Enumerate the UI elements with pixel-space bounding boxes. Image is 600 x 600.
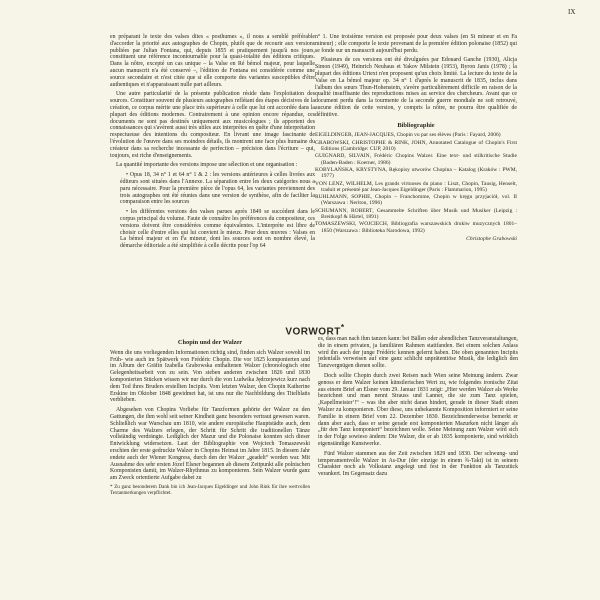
paragraph: Une autre particularité de la présente publication réside dans l'exploitation des sources. Constituer souvent de plusieurs autographes reflétant des étapes décisives de la création, ce corpus mérite une place très supérieure à celle que lui ont accordée dans la plupart des éditions modernes. Contrairement à une opinion encore répandue, ces documents ne sont pas destinés uniquement aux musicologues ; ils apportent des connaissances qui s'avèrent aussi très utiles aux interprètes en quête d'une interprétation respectueuse des intentions du compositeur. En livrant une image fascinante de l'évolution de l'œuvre dans ses moindres détails, ils montrent une face plus humaine du créateur dans sa recherche incessante de perfection – précision dans l'écriture – qui, toujours, est riche d'enseignements. xyxy=(110,91,315,159)
bib-text: , Gesammelte Schriften über Musik und Musiker (Leipzig : Breitkopf & Härtel, 1891) xyxy=(321,207,517,220)
paragraph: Fünf Walzer stammen aus der Zeit zwischen 1829 und 1830. Der schwung- und temperamentvolle Walzer in As-Dur (der einzige in einem ¾-Takt) ist in seinem Charakter noch als Volkstanz angelegt und fest in der Funktion als Tanzstück verankert. Im Gegensatz dazu xyxy=(318,450,518,478)
list-item: • Opus 18, 34 n° 1 et 64 n° 1 & 2 : les versions antérieures à celles livrées aux éditeurs sont situées dans l'Annexe. La séparation entre les deux catégories nous a paru nécessaire. Pour la première pièce de l'opus 64, les variantes proviennent des trois autographes ont été réunies dans une version de synthèse, afin de faciliter la comparaison entre les sources xyxy=(120,172,315,206)
bib-author: EIGELDINGER, JEAN-JACQUES xyxy=(315,132,394,139)
footnote-mark: * xyxy=(340,322,345,332)
page-number: IX xyxy=(568,8,576,16)
footnote: * Zu ganz besonderem Dank bin ich Jean-Jacques Eigeldinger und John Rink für ihre wertvollen Textanmerkungen verpflichtet. xyxy=(110,484,310,496)
bibliography-entry xyxy=(315,132,517,138)
bib-text: , Bibliografia warszawskich drukiw muzycznych 1801–1850 (Warszawa : Biblioteka Narodowa, 1992) xyxy=(321,221,517,234)
paragraph: Wenn die uns vorliegenden Informationen richtig sind, finden sich Walzer sowohl im Früh- wie auch im Spätwerk von Frédéric Chopin. Die vor 1825 komponierten und im Album der Gräfin Izabella Grabowska enthaltenen Walzer (chronologisch eine Gelegenheitsarbeit von zu sein. Von sieben anderen zwischen 1826 und 1830 komponierten Stücken wissen wir nur durch die von Ludwika Jędrzejewicz kurz nach dem Tod ihres Bruders erstellten Incipits. Vom letzten Walzer, den Chopin Katherine Erskine im Oktober 1848 gewidmet hat, ist uns nur die Nachbildung des Titelblatts verblieben. xyxy=(110,349,310,404)
bib-author: KOBYLAŃSKA, KRYSTYNA xyxy=(315,166,386,173)
french-text-column-right xyxy=(315,34,517,243)
german-text-column-left xyxy=(110,336,310,497)
bib-text: , Frédéric Chopins Walzer. Eine text- und stilkritische Studie (Baden-Baden : Koerner, 1986) xyxy=(321,153,517,166)
bibliography-entry xyxy=(315,208,517,220)
bib-author: TOMASZEWSKI, WOJCIECH xyxy=(315,221,387,228)
bibliography-entry xyxy=(315,221,517,233)
bib-text: , Rękopisy utworów Chopina – Katalog (Kraków : PWM, 1977) xyxy=(321,166,517,180)
bib-author: RUHLMANN, SOPHIE xyxy=(315,194,371,201)
german-text-column-right xyxy=(318,336,518,481)
author-signature: Christophe Grabowski xyxy=(466,235,517,242)
paragraph: La quantité importante des versions impose une sélection et une organisation : xyxy=(116,162,298,169)
bibliography-entry xyxy=(315,194,517,206)
bib-author: VON LENZ, WILHELM xyxy=(315,180,372,187)
paragraph: es, dass man nach ihm tanzen kann: bei Bällen oder abendlichen Tanzveranstaltungen, die in einem privaten, ja familiären Rahmen stattfanden. Bei einem solchen Anlass wird ihn auch der junge Frédéric kennen gelernt haben. Die oben genannten Incipits jedenfalls verweisen auf eine ganz schlicht unprätentiöse Musik, die lediglich den Tanzvergnügen dienen sollte. xyxy=(318,336,518,370)
list-item: • les différentes versions des valses parues après 1849 se succèdent dans le corpus principal du volume. Faute de connaître les préférences du compositeur, ces versions doivent être considérées comme équivalentes. L'interprète est libre de choisir celle d'entre elles qui lui convient le mieux. Pour deux œuvres : Valses en La bémol majeur et en Fa mineur, dont les sources sont en nombre élevé, la démarche éditoriale a été simplifiée à celle décrite pour l'op 64 xyxy=(120,209,315,250)
paragraph: n° 1. Une troisième version est proposée pour deux valses (en Si mineur et en Fa mineur) ; elle comporte le texte provenant de la première édition polonaise (1852) qui se fonde sur un manuscrit aujourd'hui perdu. xyxy=(315,34,517,54)
section-heading: Chopin und der Walzer xyxy=(177,339,243,346)
bib-text: , Les grands virtuoses du piano : Liszt, Chopin, Tausig, Henselt, traduit et présenté par Jean-Jacques Eigeldinger (Paris : Flammarion, 1995) xyxy=(321,180,517,193)
bib-text: , Chopin vu par ses élèves (Paris : Fayard, 2006) xyxy=(393,132,501,139)
bibliography-heading: Bibliographie xyxy=(397,121,435,129)
bib-author: GRABOWSKI, CHRISTOPHE & RINK, JOHN xyxy=(315,139,426,146)
bibliography-entry xyxy=(315,181,517,193)
vorwort-title-text: VORWORT xyxy=(285,326,341,338)
paragraph: Plusieurs de ces versions ont été divulguées par Edouard Ganche (1930), Alicja Simon (1949), Heinrich Neuhaus et Yakov Milstein (1953), Byron Janis (1978) ; la plupart des éditions Urtext n'en proposent qu'un choix limité. La lecture du texte de la Valse en La bémol majeur op. 34 n° 1 d'après le manuscrit de 1835, inclus dans l'album des sœurs Thun-Hohenstein, s'avère particulièrement difficile en raison de la qualité insuffisante des reproductions mises au service des chercheurs. Avant que ce document perdu dans la tourmente de la seconde guerre mondiale ne soit retrouvé, aucune édition de cette version, y compris la nôtre, ne pourra être qualifiée de définitive. xyxy=(315,57,517,118)
paragraph: en préparant le texte des valses dites « posthumes », il nous a semblé préférable d'accorder la priorité aux autographes de Chopin, plutôt que de recourir aux versions publiées par Julian Fontana, qui, depuis 1855 et pratiquement jusqu'à nos jours, constituent une référence incontournable pour la quasi-totalité des éditions critiques. Dans la nôtre, excepté un cas unique – la Valse en Ré bémol majeur, pour laquelle aucun manuscrit n'a été conservé –, l'édition de Fontana est considérée comme une source secondaire et n'est citée que si elle comporte des variantes susceptibles d'être authentiques et n'apparaissant nulle part ailleurs. xyxy=(110,34,315,88)
bib-text: , Chopin – Franchomme, Chopin w kręgu przyjaciół, vol. II (Warszawa : Neriton, 1996) xyxy=(321,194,517,207)
bib-author: GUIGNARD, SILVAIN xyxy=(315,153,370,160)
paragraph: Doch sollte Chopin durch zwei Reisen nach Wien seine Meinung ändern. Zwar genoss er dem Walzer keinen künstlerischen Wert zu, wie folgendes ironische Zitat aus einem Brief an Elsner vom 29. Januar 1831 zeigt: „Hier werden Walzer als Werke bezeichnet und man nennt Strauss und Lanner, die sie zum Tanz spielen, ‚Kapellmeister‘!“ – was ihn aber nicht daran hindert, gerade in dieser Stadt einen Walzer zu komponieren. Über diese, uns unbekannte Komposition informiert er seine Familie in einem Brief vom 22. Dezember 1830. Bezeichnenderweise bemerkt er dann aber auch, dass er seine gerade erst komponierten Mazurken nicht länger als „für den Tanz komponiert“ bezeichnen wolle. Seine Meinung zum Walzer wird sich in der Folge sowieso ändern: Die Walzer, die er ab 1835 komponierte, sind wirklich eigenständige Kunstwerke. xyxy=(318,372,518,447)
bibliography-entry xyxy=(315,140,517,152)
paragraph: Abgesehen von Chopins Vorliebe für Tanzformen gehörte der Walzer zu den Gattungen, die ihm wohl seit seiner Kindheit ganz besonders vertraut gewesen waren. Schließlich war Warschau um 1810, wie andere europäische Hauptstädte auch, dem Charme des Walzers erlegen, der Schritt für Schritt die traditionellen Tänze vollständig verdrängte. Lediglich der Mazur und die Polonaise konnten sich dieser Entwicklung widersetzen. Laut der Bibliographie von Wojciech Tomaszewski erschien der erste gedruckte Walzer in Chopins Heimat im Jahre 1815. In diesem Jahr endete auch der Wiener Kongress, durch den der Walzer „geadelt“ worden war. Mit Ausnahme des sehr ersten Józef Elsner begannen ab diesem Zeitpunkt alle polnischen Komponisten damit, im Walzer-Rhythmus zu komponieren. Sein Walzer wurde ganz am Zweck orientierte Aufgabe dabei zu xyxy=(110,407,310,482)
french-text-column-left xyxy=(110,34,315,253)
bibliography-entry xyxy=(315,167,517,179)
bibliography-entry xyxy=(315,153,517,165)
bib-author: SCHUMANN, ROBERT xyxy=(315,207,373,214)
bib-text: , Annotated Catalogue of Chopin's First Editions (Cambridge: CUP, 2010) xyxy=(321,139,518,152)
